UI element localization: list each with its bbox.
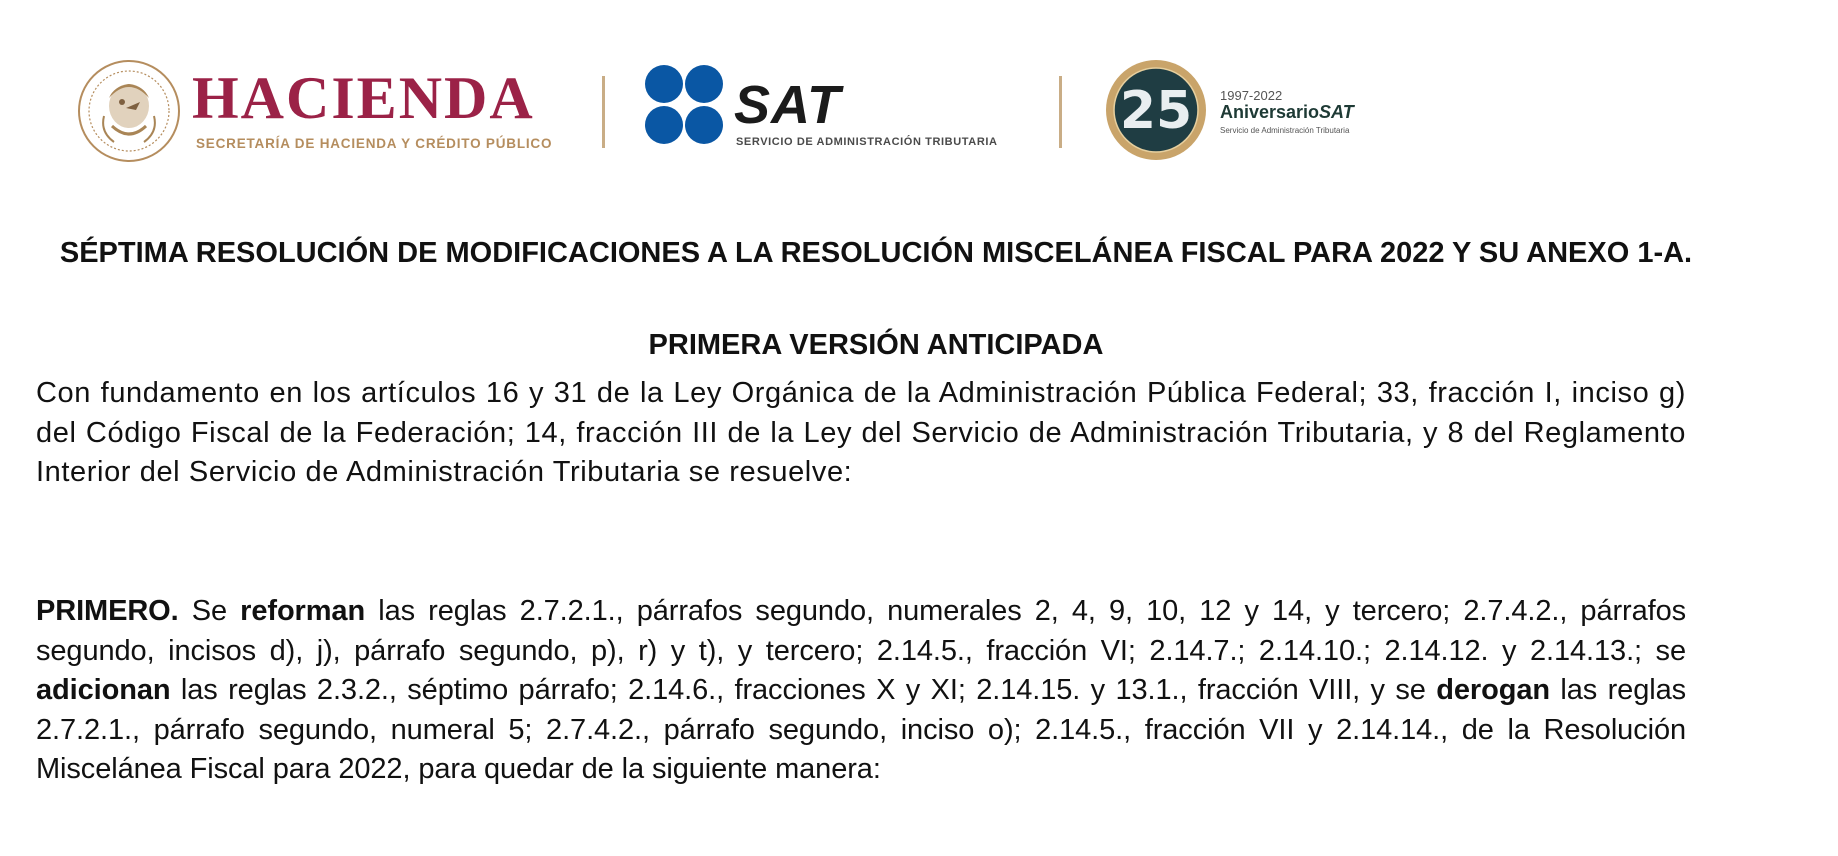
anniversary-title-prefix: Aniversario bbox=[1220, 102, 1320, 122]
primero-text: las reglas 2.7.2.1., párrafo segundo, numeral 5; 2.7.4.2., párrafo segundo, inciso o); 2.14.5., fracción VII y 2.14.14., de la Resolución Miscelánea Fiscal para 2022, para quedar de la siguiente manera: bbox=[36, 674, 1686, 785]
seal-icon bbox=[74, 56, 184, 166]
hacienda-title: HACIENDA bbox=[192, 65, 535, 131]
header-divider bbox=[602, 76, 605, 148]
hacienda-logo bbox=[74, 56, 574, 166]
primero-text: Se bbox=[178, 595, 241, 627]
header-divider bbox=[1059, 76, 1062, 148]
anniversary-subtitle: Servicio de Administración Tributaria bbox=[1220, 126, 1350, 135]
anniversary-badge-icon bbox=[1104, 58, 1208, 162]
primero-text: las reglas 2.7.2.1., párrafos segundo, numerales 2, 4, 9, 10, 12 y 14, y tercero; 2.7.4.2., párrafos segundo, incisos d), j), párrafo segundo, p), r) y t), y tercero; 2.14.5., fracción VI; 2.14.7.; 2.14.10.; 2.14.12. y 2.14.13.; se bbox=[36, 595, 1687, 667]
document-title: SÉPTIMA RESOLUCIÓN DE MODIFICACIONES A LA RESOLUCIÓN MISCELÁNEA FISCAL PARA 2022 Y SU ANEXO 1-A. bbox=[59, 237, 1693, 269]
sat-logo bbox=[644, 64, 1024, 164]
anniversary-badge-number: 25 bbox=[1119, 81, 1193, 141]
reforman-keyword: reforman bbox=[240, 595, 366, 627]
primero-text: las reglas 2.3.2., séptimo párrafo; 2.14.6., fracciones X y XI; 2.14.15. y 13.1., fracción VIII, y se bbox=[170, 674, 1437, 706]
sat-dots-icon bbox=[644, 64, 724, 146]
hacienda-subtitle: SECRETARÍA DE HACIENDA Y CRÉDITO PÚBLICO bbox=[196, 136, 553, 151]
primero-lead: PRIMERO. bbox=[36, 595, 179, 627]
sat-title: SAT bbox=[734, 75, 841, 135]
aniversario-logo bbox=[1104, 58, 1404, 168]
anniversary-title-suffix: SAT bbox=[1319, 102, 1354, 122]
derogan-keyword: derogan bbox=[1436, 674, 1550, 706]
document-subtitle: PRIMERA VERSIÓN ANTICIPADA bbox=[648, 329, 1104, 361]
primero-paragraph bbox=[36, 592, 1686, 790]
anniversary-title bbox=[1220, 102, 1354, 123]
anniversary-years: 1997-2022 bbox=[1220, 88, 1283, 103]
sat-subtitle: SERVICIO DE ADMINISTRACIÓN TRIBUTARIA bbox=[736, 136, 998, 148]
document-header bbox=[74, 54, 1394, 172]
intro-paragraph: Con fundamento en los artículos 16 y 31 de la Ley Orgánica de la Administración Pública Federal; 33, fracción I, inciso g) del Código Fiscal de la Federación; 14, fracción III de la Ley del Servicio de Administración Tributaria, y 8 del Reglamento Interior del Servicio de Administración Tributaria se resuelve: bbox=[36, 377, 1686, 488]
adicionan-keyword: adicionan bbox=[36, 674, 171, 706]
